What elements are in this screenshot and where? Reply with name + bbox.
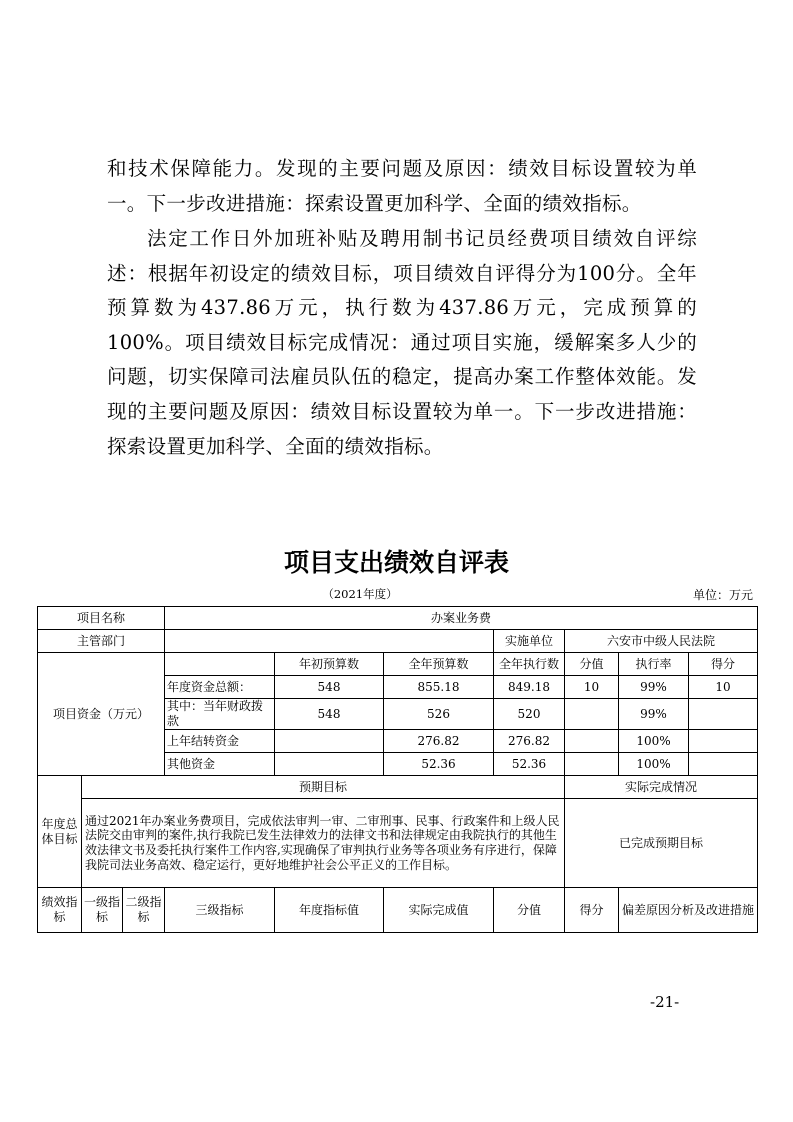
header-cell: 执行率	[619, 653, 689, 676]
expected-goal-header: 预期目标	[82, 776, 565, 799]
table-cell: 99%	[619, 699, 689, 730]
table-cell: 855.18	[384, 676, 494, 699]
table-cell	[565, 753, 619, 776]
table-row	[38, 630, 758, 653]
performance-table	[37, 606, 758, 933]
indicator-header-level2: 二级指标	[123, 888, 165, 933]
table-cell	[565, 730, 619, 753]
actual-result-header: 实际完成情况	[565, 776, 758, 799]
table-row	[38, 888, 758, 933]
body-paragraph-1: 和技术保障能力。发现的主要问题及原因：绩效目标设置较为单一。下一步改进措施：探索设置更加科学、全面的绩效指标。	[107, 157, 697, 215]
table-row	[38, 607, 758, 630]
table-row	[38, 653, 758, 676]
table-cell: 52.36	[384, 753, 494, 776]
table-cell	[689, 730, 758, 753]
table-cell: 526	[384, 699, 494, 730]
table-cell: 10	[565, 676, 619, 699]
indicator-header-level3: 三级指标	[165, 888, 275, 933]
fund-row-label: 年度资金总额：	[165, 676, 275, 699]
table-cell	[275, 753, 384, 776]
table-cell	[275, 730, 384, 753]
indicator-header-actual: 实际完成值	[384, 888, 494, 933]
fund-row-label: 上年结转资金	[165, 730, 275, 753]
dept-label: 主管部门	[38, 630, 165, 653]
impl-unit-label: 实施单位	[494, 630, 565, 653]
table-cell	[689, 699, 758, 730]
fund-row-label: 其中：当年财政拨款	[165, 699, 275, 730]
header-cell: 得分	[689, 653, 758, 676]
table-row	[38, 799, 758, 888]
expected-goal-text: 通过2021年办案业务费项目，完成依法审判一审、二审刑事、民事、行政案件和上级人民法院交由审判的案件,执行我院已发生法律效力的法律文书和法律规定由我院执行的其他生效法律文书及委托执行案件工作内容,实现确保了审判执行业务等各项业务有序进行，保障我院司法业务高效、稳定运行，更好地维护社会公平正义的工作目标。	[82, 799, 565, 888]
page-number: -21-	[650, 993, 680, 1011]
indicator-header-level1: 一级指标	[82, 888, 123, 933]
indicator-header-score: 得分	[565, 888, 619, 933]
unit-label: 单位：万元	[692, 588, 753, 602]
year-label: （2021年度）	[322, 587, 398, 601]
dept-value	[165, 630, 494, 653]
table-row	[38, 776, 758, 799]
table-cell	[689, 753, 758, 776]
impl-unit-value: 六安市中级人民法院	[565, 630, 758, 653]
indicator-header-deviation: 偏差原因分析及改进措施	[619, 888, 758, 933]
table-cell: 100%	[619, 753, 689, 776]
table-cell: 10	[689, 676, 758, 699]
header-cell: 年初预算数	[275, 653, 384, 676]
table-cell: 100%	[619, 730, 689, 753]
table-cell: 548	[275, 699, 384, 730]
indicator-header-score-value: 分值	[494, 888, 565, 933]
project-name-label: 项目名称	[38, 607, 165, 630]
table-cell: 276.82	[494, 730, 565, 753]
fund-label: 项目资金（万元）	[38, 653, 165, 776]
header-cell	[165, 653, 275, 676]
header-cell: 全年执行数	[494, 653, 565, 676]
goal-label: 年度总体目标	[38, 776, 82, 888]
table-title: 项目支出绩效自评表	[283, 548, 509, 577]
table-cell: 99%	[619, 676, 689, 699]
table-cell: 276.82	[384, 730, 494, 753]
indicator-header-col0: 绩效指标	[38, 888, 82, 933]
header-cell: 全年预算数	[384, 653, 494, 676]
actual-result-text: 已完成预期目标	[565, 799, 758, 888]
fund-row-label: 其他资金	[165, 753, 275, 776]
table-cell: 548	[275, 676, 384, 699]
body-paragraph-2: 法定工作日外加班补贴及聘用制书记员经费项目绩效自评综述：根据年初设定的绩效目标，项目绩效自评得分为100分。全年预算数为437.86万元，执行数为437.86万元，完成预算的100%。项目绩效目标完成情况：通过项目实施，缓解案多人少的问题，切实保障司法雇员队伍的稳定，提高办案工作整体效能。发现的主要问题及原因：绩效目标设置较为单一。下一步改进措施：探索设置更加科学、全面的绩效指标。	[107, 227, 697, 458]
project-name-value: 办案业务费	[165, 607, 758, 630]
table-cell	[565, 699, 619, 730]
indicator-header-target: 年度指标值	[275, 888, 384, 933]
header-cell: 分值	[565, 653, 619, 676]
table-cell: 849.18	[494, 676, 565, 699]
table-cell: 52.36	[494, 753, 565, 776]
table-cell: 520	[494, 699, 565, 730]
